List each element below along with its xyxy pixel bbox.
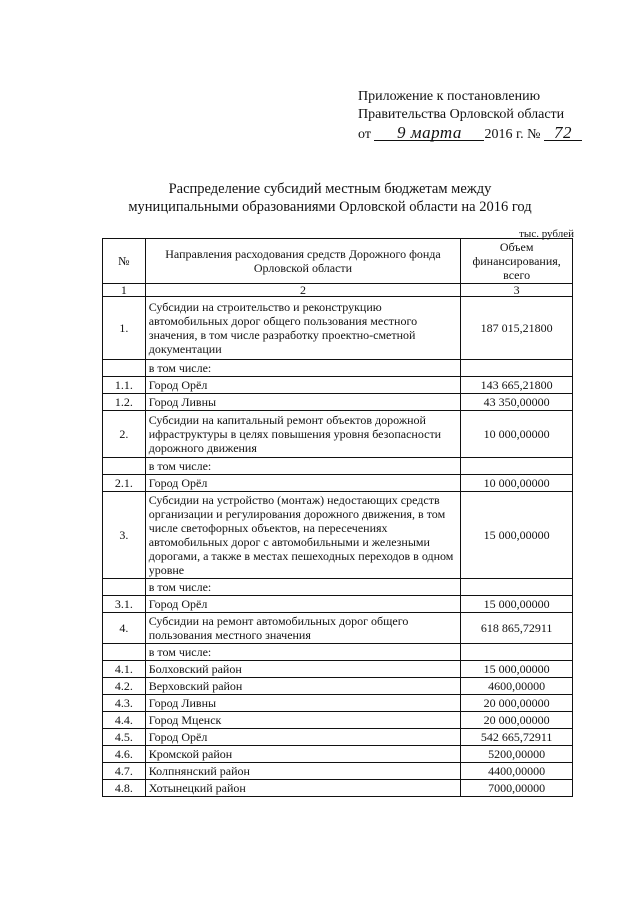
row-text: в том числе: [145, 579, 461, 596]
appendix-block [358, 88, 582, 144]
table-row [103, 746, 573, 763]
row-number: 1. [103, 297, 146, 360]
table-row [103, 360, 573, 377]
row-number: 4. [103, 613, 146, 644]
row-value: 10 000,00000 [461, 411, 573, 458]
row-value: 15 000,00000 [461, 661, 573, 678]
row-value: 20 000,00000 [461, 712, 573, 729]
row-value: 542 665,72911 [461, 729, 573, 746]
table-row [103, 729, 573, 746]
row-number [103, 579, 146, 596]
row-value: 4600,00000 [461, 678, 573, 695]
table-header-row [103, 239, 573, 284]
row-text: Колпнянский район [145, 763, 461, 780]
row-value: 143 665,21800 [461, 377, 573, 394]
title-line-2: муниципальными образованиями Орловской области на 2016 год [128, 199, 532, 215]
table-row [103, 712, 573, 729]
row-text: Город Орёл [145, 475, 461, 492]
table-row [103, 411, 573, 458]
row-number: 1.2. [103, 394, 146, 411]
header-volume: Объем финансирования, всего [461, 239, 573, 284]
row-text: Город Орёл [145, 596, 461, 613]
table-row [103, 780, 573, 797]
title-line-1: Распределение субсидий местным бюджетам между [168, 181, 492, 197]
table-row [103, 475, 573, 492]
subsidy-table [102, 238, 573, 797]
row-text: Верховский район [145, 678, 461, 695]
header-number: № [103, 239, 146, 284]
row-number [103, 644, 146, 661]
table-row [103, 644, 573, 661]
column-number-2: 2 [145, 284, 461, 297]
row-value: 20 000,00000 [461, 695, 573, 712]
row-number: 2. [103, 411, 146, 458]
row-number: 1.1. [103, 377, 146, 394]
row-text: в том числе: [145, 644, 461, 661]
row-number: 4.8. [103, 780, 146, 797]
appendix-year-number: 2016 г. № [484, 127, 541, 142]
row-text: в том числе: [145, 458, 461, 475]
row-number [103, 360, 146, 377]
units-label: тыс. рублей [519, 228, 574, 240]
row-value: 4400,00000 [461, 763, 573, 780]
row-text: Город Орёл [145, 377, 461, 394]
appendix-line-1: Приложение к постановлению [358, 89, 541, 104]
row-text: Субсидии на ремонт автомобильных дорог общего пользования местного значения [145, 613, 461, 644]
table-row [103, 377, 573, 394]
table-row [103, 394, 573, 411]
appendix-number: 72 [553, 123, 572, 142]
table-row [103, 297, 573, 360]
row-number: 4.1. [103, 661, 146, 678]
row-text: Город Ливны [145, 695, 461, 712]
table-row [103, 661, 573, 678]
row-value [461, 644, 573, 661]
row-value: 7000,00000 [461, 780, 573, 797]
row-text: Хотынецкий район [145, 780, 461, 797]
row-number: 4.2. [103, 678, 146, 695]
row-text: Субсидии на капитальный ремонт объектов дорожной ифраструктуры в целях повышения уровня безопасности дорожного движения [145, 411, 461, 458]
document-title [90, 180, 570, 216]
row-value: 10 000,00000 [461, 475, 573, 492]
table-row [103, 596, 573, 613]
row-text: Город Ливны [145, 394, 461, 411]
row-text: Кромской район [145, 746, 461, 763]
table-row [103, 613, 573, 644]
row-number: 4.5. [103, 729, 146, 746]
column-number-1: 1 [103, 284, 146, 297]
appendix-date: 9 марта [397, 123, 462, 142]
table-row [103, 579, 573, 596]
table-row [103, 763, 573, 780]
row-value: 15 000,00000 [461, 492, 573, 579]
row-number [103, 458, 146, 475]
appendix-prefix: от [358, 127, 371, 142]
row-text: Город Орёл [145, 729, 461, 746]
table-row [103, 458, 573, 475]
row-value [461, 360, 573, 377]
header-direction: Направления расходования средств Дорожного фонда Орловской области [145, 239, 461, 284]
row-number: 3. [103, 492, 146, 579]
appendix-line-3 [358, 124, 582, 144]
row-text: Город Мценск [145, 712, 461, 729]
row-text: Субсидии на устройство (монтаж) недостающих средств организации и регулирования дорожного движения, в том числе светофорных объектов, на пересечениях автомобильных дорог с автомобильными и железными дорогами, а также в местах пешеходных переходов в одном уровне [145, 492, 461, 579]
row-number: 4.6. [103, 746, 146, 763]
row-number: 4.4. [103, 712, 146, 729]
table-row [103, 695, 573, 712]
appendix-number-field [544, 124, 582, 141]
row-value: 15 000,00000 [461, 596, 573, 613]
row-number: 4.7. [103, 763, 146, 780]
row-value: 187 015,21800 [461, 297, 573, 360]
table-column-numbers-row [103, 284, 573, 297]
row-number: 3.1. [103, 596, 146, 613]
row-text: Болховский район [145, 661, 461, 678]
table-row [103, 678, 573, 695]
row-text: в том числе: [145, 360, 461, 377]
column-number-3: 3 [461, 284, 573, 297]
row-number: 4.3. [103, 695, 146, 712]
row-value [461, 458, 573, 475]
appendix-line-2: Правительства Орловской области [358, 107, 565, 122]
row-value: 5200,00000 [461, 746, 573, 763]
row-value: 43 350,00000 [461, 394, 573, 411]
row-value: 618 865,72911 [461, 613, 573, 644]
appendix-date-field [374, 124, 484, 141]
row-number: 2.1. [103, 475, 146, 492]
table-row [103, 492, 573, 579]
row-text: Субсидии на строительство и реконструкцию автомобильных дорог общего пользования местного значения, в том числе разработку проектно-сметной документации [145, 297, 461, 360]
row-value [461, 579, 573, 596]
